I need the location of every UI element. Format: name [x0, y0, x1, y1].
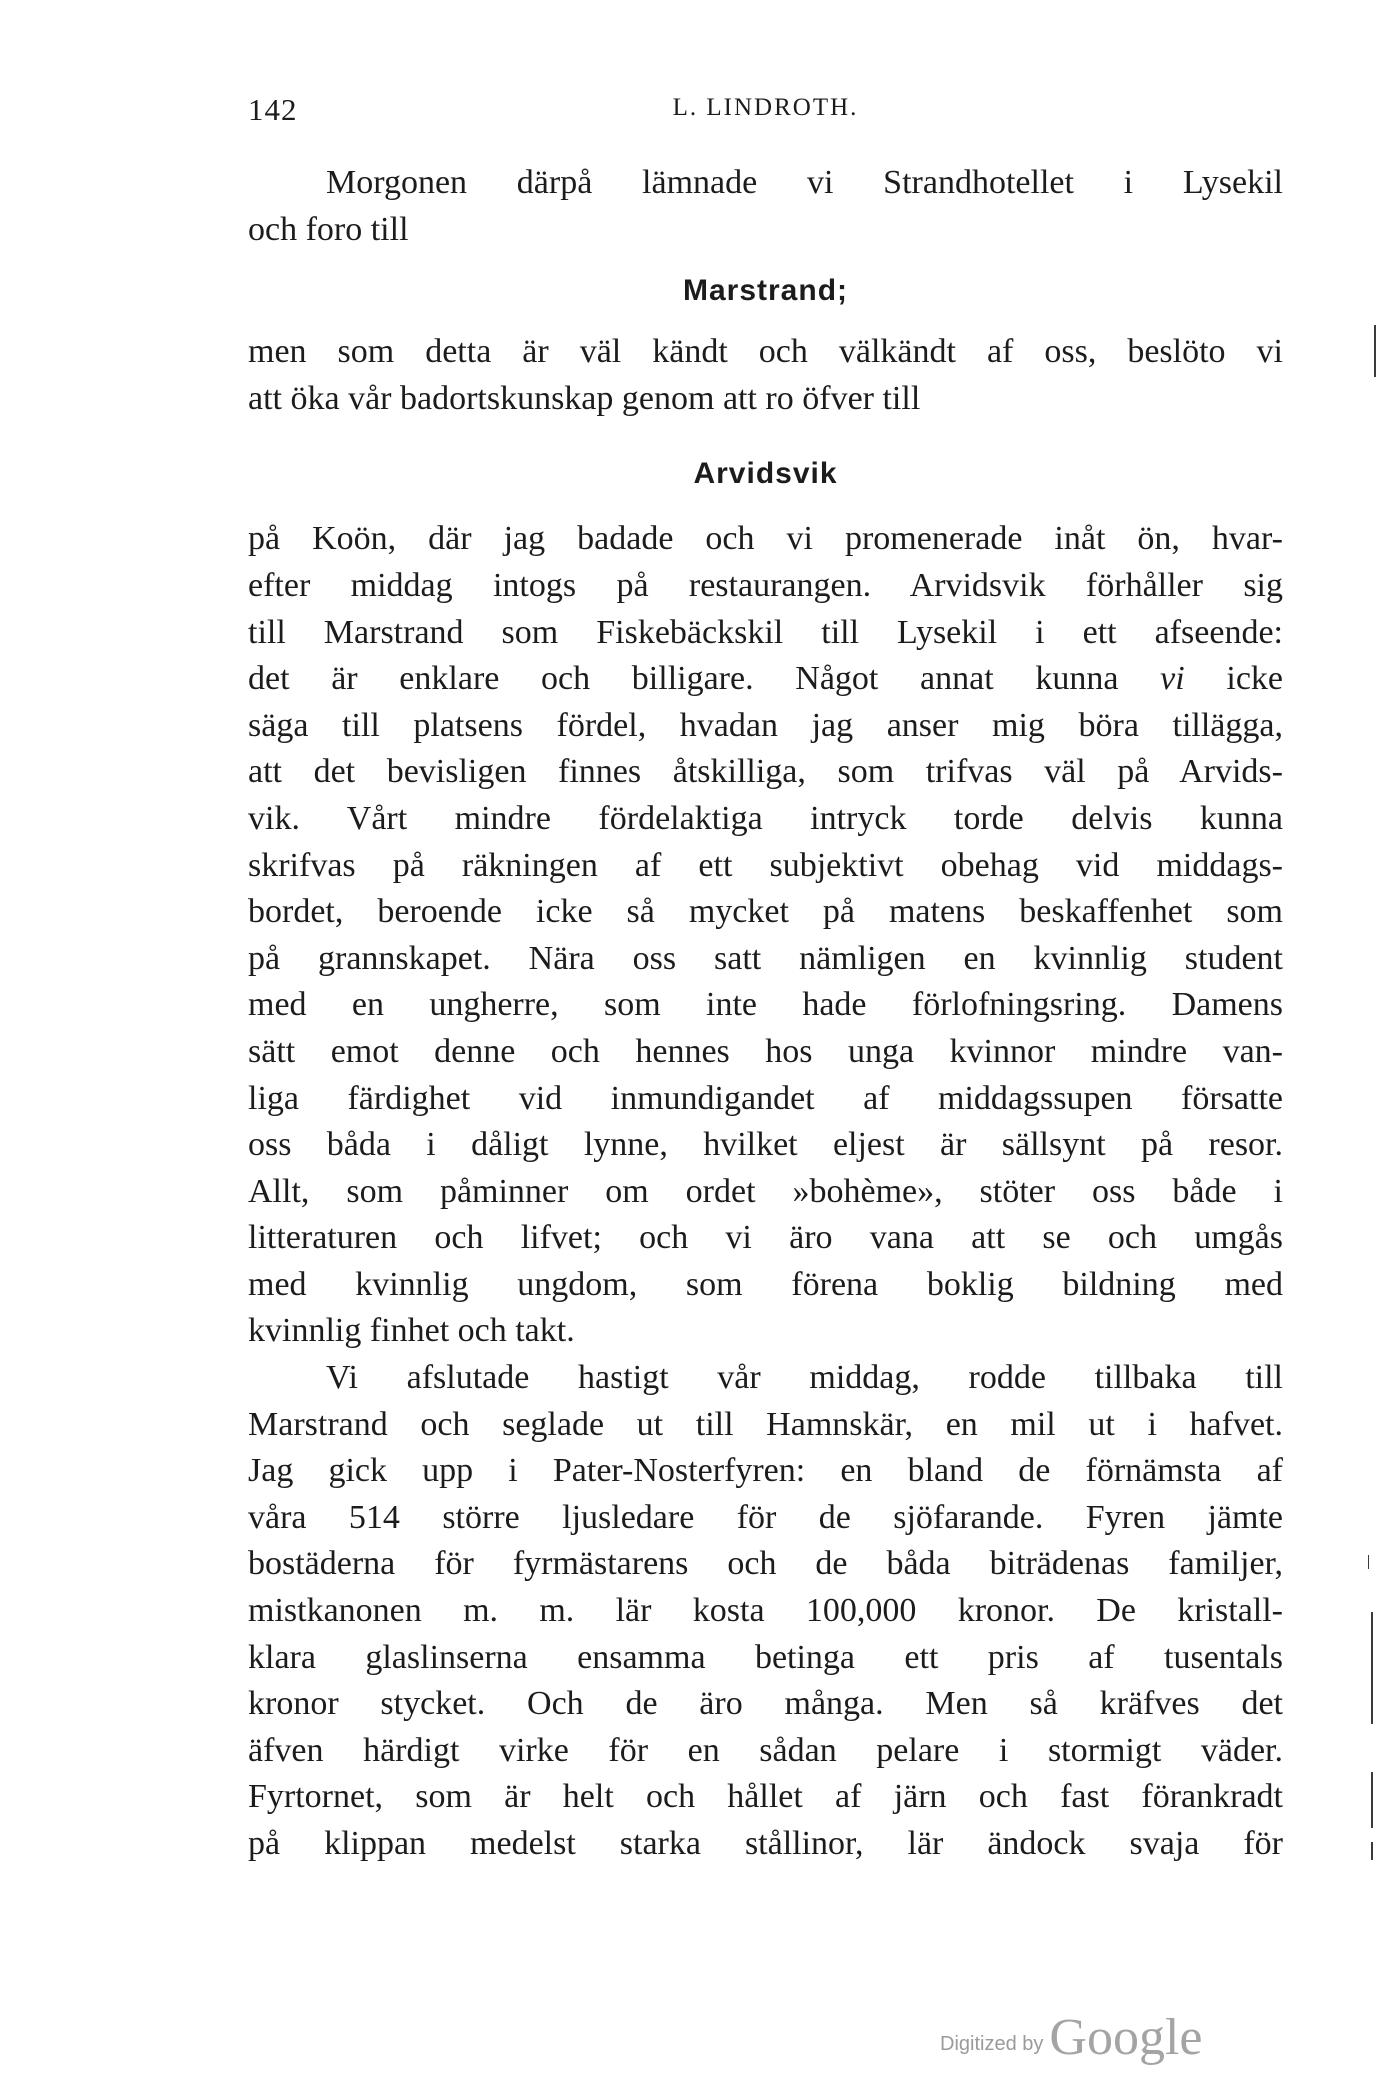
text-line: mistkanonen m. m. lär kosta 100,000 kronor. De kristall- — [248, 1592, 1283, 1630]
body-text — [248, 160, 1283, 1868]
text-line: med en ungherre, som inte hade förlofningsring. Damens — [248, 986, 1283, 1024]
scan-margin-mark — [1374, 325, 1376, 377]
google-logo: Google — [1049, 2009, 1203, 2066]
text-line: men som detta är väl kändt och välkändt af oss, beslöto vi — [248, 333, 1283, 371]
text-line: på klippan medelst starka stållinor, lär ändock svaja för — [248, 1825, 1283, 1862]
text-line: oss båda i dåligt lynne, hvilket eljest är sällsynt på resor. — [248, 1126, 1283, 1164]
text-line: på grannskapet. Nära oss satt nämligen en kvinnlig student — [248, 939, 1283, 977]
text-line: äfven härdigt virke för en sådan pelare i stormigt väder. — [248, 1731, 1283, 1769]
digitized-by-google-watermark — [940, 1996, 1202, 2066]
text-line: Vi afslutade hastigt vår middag, rodde tillbaka till — [326, 1359, 1283, 1397]
scan-margin-mark — [1371, 1842, 1373, 1860]
text-line: liga färdighet vid inmundigandet af middagssupen försatte — [248, 1079, 1283, 1117]
text-line: Marstrand och seglade ut till Hamnskär, en mil ut i hafvet. — [248, 1405, 1283, 1443]
text-line: att det bevisligen finnes åtskilliga, som trifvas väl på Arvids- — [248, 753, 1283, 791]
text-line: Allt, som påminner om ordet »bohème», stöter oss både i — [248, 1172, 1283, 1210]
text-line: Jag gick upp i Pater-Nosterfyren: en bland de förnämsta af — [248, 1452, 1283, 1490]
text-line: våra 514 större ljusledare för de sjöfarande. Fyren jämte — [248, 1498, 1283, 1536]
text-line: till Marstrand som Fiskebäckskil till Lysekil i ett afseende: — [248, 613, 1283, 651]
text-line: vik. Vårt mindre fördelaktiga intryck torde delvis kunna — [248, 799, 1283, 837]
running-head — [248, 92, 1283, 132]
page-number: 142 — [248, 92, 298, 127]
text-line: bostäderna för fyrmästarens och de båda biträdenas familjer, — [248, 1545, 1283, 1583]
text-line: med kvinnlig ungdom, som förena boklig bildning med — [248, 1265, 1283, 1303]
text-line: klara glaslinserna ensamma betinga ett pris af tusentals — [248, 1638, 1283, 1676]
text-segment: icke — [1226, 660, 1284, 698]
scan-margin-mark — [1371, 1772, 1373, 1828]
text-line: skrifvas på räkningen af ett subjektivt obehag vid middags- — [248, 846, 1283, 884]
text-line: litteraturen och lifvet; och vi äro vana att se och umgås — [248, 1219, 1283, 1257]
section-heading-arvidsvik: Arvidsvik — [693, 457, 838, 491]
running-title: L. LINDROTH. — [672, 94, 859, 121]
scan-margin-mark — [1368, 1555, 1369, 1569]
watermark-prefix: Digitized by — [940, 2033, 1044, 2055]
scan-margin-mark — [1371, 1612, 1373, 1724]
text-line: kronor stycket. Och de äro många. Men så kräfves det — [248, 1685, 1283, 1723]
text-line: Morgonen därpå lämnade vi Strandhotellet i Lysekil — [326, 164, 1283, 201]
text-line: på Koön, där jag badade och vi promenerade inåt ön, hvar- — [248, 520, 1283, 558]
text-segment: det är enklare och billigare. Något annat kunna — [248, 660, 1119, 698]
text-line: kvinnlig finhet och takt. — [248, 1312, 575, 1350]
section-heading-marstrand: Marstrand; — [682, 274, 849, 308]
text-line-with-italic — [248, 656, 1283, 703]
text-line: Fyrtornet, som är helt och hållet af järn och fast förankradt — [248, 1778, 1283, 1816]
text-line: sätt emot denne och hennes hos unga kvinnor mindre van- — [248, 1032, 1283, 1070]
text-line: efter middag intogs på restaurangen. Arvidsvik förhåller sig — [248, 566, 1283, 604]
text-line: och foro till — [248, 210, 409, 248]
text-line: säga till platsens fördel, hvadan jag anser mig böra tillägga, — [248, 706, 1283, 744]
text-line: att öka vår badortskunskap genom att ro öfver till — [248, 379, 921, 417]
italic-word: vi — [1160, 660, 1185, 698]
text-line: bordet, beroende icke så mycket på matens beskaffenhet som — [248, 893, 1283, 931]
